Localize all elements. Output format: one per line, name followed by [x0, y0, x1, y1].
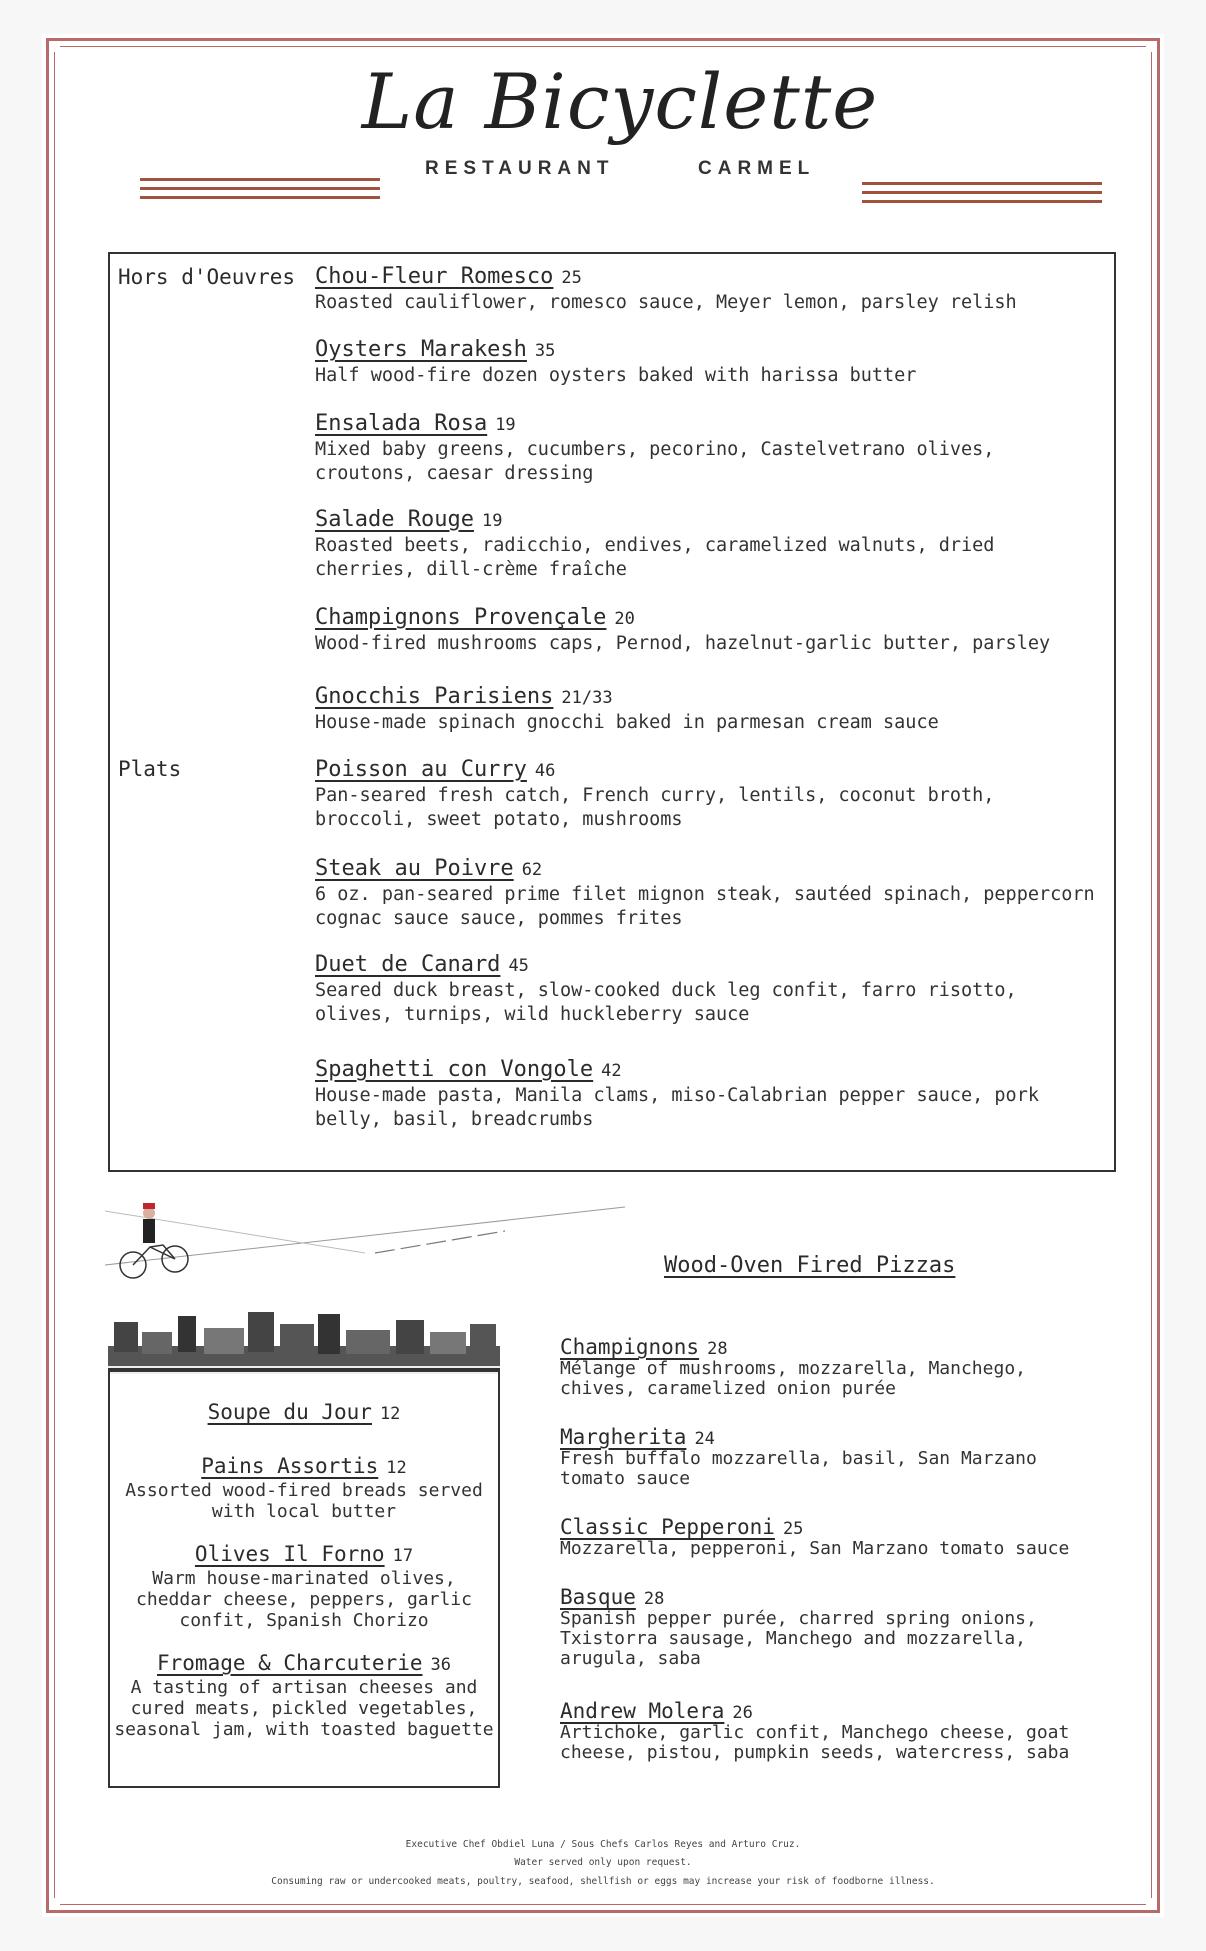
cyclist-illustration: [105, 1195, 635, 1285]
menu-item: [315, 264, 1095, 315]
item-name: Gnocchis Parisiens: [315, 684, 554, 709]
item-price: 25: [561, 268, 582, 288]
border-top-inner: [60, 46, 1146, 47]
border-bottom-inner: [60, 1904, 1146, 1905]
border-left-inner: [54, 52, 55, 1898]
item-description: House-made spinach gnocchi baked in parmesan cream sauce: [315, 712, 939, 733]
item-description: 6 oz. pan-seared prime filet mignon steak, sautéed spinach, peppercorn cognac sauce sauce, pommes frites: [315, 884, 1095, 929]
logo-restaurant-label: RESTAURANT: [425, 158, 615, 179]
pizza-item: [560, 1515, 1100, 1559]
item-price: 24: [694, 1429, 715, 1449]
skyline-illustration: [108, 1308, 500, 1374]
pizza-section-heading: Wood-Oven Fired Pizzas: [664, 1253, 956, 1278]
item-name: Basque: [560, 1585, 636, 1609]
item-description: Pan-seared fresh catch, French curry, lentils, coconut broth, broccoli, sweet potato, mushrooms: [315, 785, 995, 830]
side-menu-item: [110, 1400, 498, 1424]
item-name: Steak au Poivre: [315, 856, 514, 881]
menu-item: [315, 507, 1095, 582]
pizza-item: [560, 1425, 1100, 1489]
item-name: Pains Assortis: [201, 1454, 379, 1478]
item-description: Assorted wood-fired breads served with local butter: [125, 1480, 483, 1522]
item-name: Champignons: [560, 1335, 700, 1359]
item-price: 62: [521, 860, 543, 880]
item-price: 46: [534, 761, 556, 781]
menu-item: [315, 411, 1095, 486]
side-menu-item: [110, 1651, 498, 1740]
item-name: Andrew Molera: [560, 1699, 725, 1723]
menu-item: [315, 337, 1095, 388]
logo-rule-left: [140, 178, 380, 205]
item-name: Margherita: [560, 1425, 687, 1449]
item-price: 21/33: [561, 688, 613, 708]
item-description: Half wood-fire dozen oysters baked with harissa butter: [315, 365, 917, 386]
footer-health-warning: Consuming raw or undercooked meats, poultry, seafood, shellfish or eggs may increase your risk of foodborne illness.: [271, 1876, 935, 1887]
item-name: Poisson au Curry: [315, 757, 527, 782]
item-name: Salade Rouge: [315, 507, 474, 532]
border-left: [46, 52, 49, 1898]
item-description: Seared duck breast, slow-cooked duck leg confit, farro risotto, olives, turnips, wild huckleberry sauce: [315, 980, 1017, 1025]
menu-item: [315, 952, 1095, 1027]
pizza-item: [560, 1585, 1100, 1669]
pizza-item: [560, 1335, 1100, 1399]
pizza-item: [560, 1699, 1100, 1763]
item-name: Champignons Provençale: [315, 605, 607, 630]
border-right-inner: [1151, 52, 1152, 1898]
item-description: A tasting of artisan cheeses and cured meats, pickled vegetables, seasonal jam, with toasted baguette: [114, 1677, 494, 1740]
item-name: Duet de Canard: [315, 952, 501, 977]
item-name: Olives Il Forno: [194, 1542, 385, 1566]
item-description: Mélange of mushrooms, mozzarella, Manchego, chives, caramelized onion purée: [560, 1358, 1026, 1399]
item-description: House-made pasta, Manila clams, miso-Calabrian pepper sauce, pork belly, basil, breadcrumbs: [315, 1085, 1039, 1130]
item-name: Ensalada Rosa: [315, 411, 488, 436]
item-price: 26: [732, 1703, 753, 1723]
logo-script-name: La Bicyclette: [361, 57, 879, 146]
side-menu-item: [110, 1454, 498, 1522]
logo-rule-right: [862, 182, 1102, 209]
item-price: 28: [643, 1589, 665, 1609]
item-name: Classic Pepperoni: [560, 1515, 775, 1539]
item-price: 19: [495, 415, 516, 435]
item-description: Roasted beets, radicchio, endives, caramelized walnuts, dried cherries, dill-crème fraîche: [315, 535, 995, 580]
item-description: Wood-fired mushrooms caps, Pernod, hazelnut-garlic butter, parsley: [315, 633, 1051, 654]
menu-item: [315, 684, 1095, 735]
item-price: 12: [386, 1458, 407, 1478]
item-price: 45: [508, 956, 529, 976]
logo-city-label: CARMEL: [698, 158, 816, 179]
item-name: Chou-Fleur Romesco: [315, 264, 554, 289]
item-price: 36: [430, 1655, 451, 1675]
item-description: Spanish pepper purée, charred spring onions, Txistorra sausage, Manchego and mozzarella, arugula, saba: [560, 1608, 1037, 1669]
item-name: Fromage & Charcuterie: [157, 1651, 423, 1675]
item-name: Spaghetti con Vongole: [315, 1057, 594, 1082]
border-bottom: [60, 1910, 1146, 1913]
item-price: 25: [782, 1519, 804, 1539]
item-name: Oysters Marakesh: [315, 337, 527, 362]
menu-item: [315, 1057, 1095, 1132]
item-description: Mozzarella, pepperoni, San Marzano tomato sauce: [560, 1538, 1070, 1559]
section-plats: Plats: [118, 757, 182, 781]
item-price: 28: [707, 1339, 728, 1359]
menu-item: [315, 757, 1095, 832]
item-price: 12: [379, 1404, 401, 1424]
item-price: 17: [392, 1546, 414, 1566]
menu-item: [315, 605, 1095, 656]
item-description: Warm house-marinated olives, cheddar cheese, peppers, garlic confit, Spanish Chorizo: [136, 1568, 472, 1631]
restaurant-logo: [0, 58, 1206, 198]
footer-water-note: Water served only upon request.: [514, 1857, 692, 1868]
item-description: Fresh buffalo mozzarella, basil, San Marzano tomato sauce: [560, 1448, 1037, 1489]
item-description: Roasted cauliflower, romesco sauce, Meyer lemon, parsley relish: [315, 292, 1017, 313]
menu-item: [315, 856, 1095, 931]
item-name: Soupe du Jour: [207, 1400, 372, 1424]
border-top: [60, 38, 1146, 41]
item-description: Mixed baby greens, cucumbers, pecorino, Castelvetrano olives, croutons, caesar dressing: [315, 439, 995, 484]
item-price: 35: [534, 341, 556, 361]
footer-chef-credits: Executive Chef Obdiel Luna / Sous Chefs Carlos Reyes and Arturo Cruz.: [405, 1839, 801, 1850]
section-hors-doeuvres: Hors d'Oeuvres: [118, 265, 296, 289]
item-price: 20: [614, 609, 635, 629]
side-menu-item: [110, 1542, 498, 1631]
item-price: 19: [481, 511, 503, 531]
item-description: Artichoke, garlic confit, Manchego cheese, goat cheese, pistou, pumpkin seeds, watercress, saba: [560, 1722, 1070, 1763]
item-price: 42: [601, 1061, 622, 1081]
border-right: [1157, 52, 1160, 1898]
